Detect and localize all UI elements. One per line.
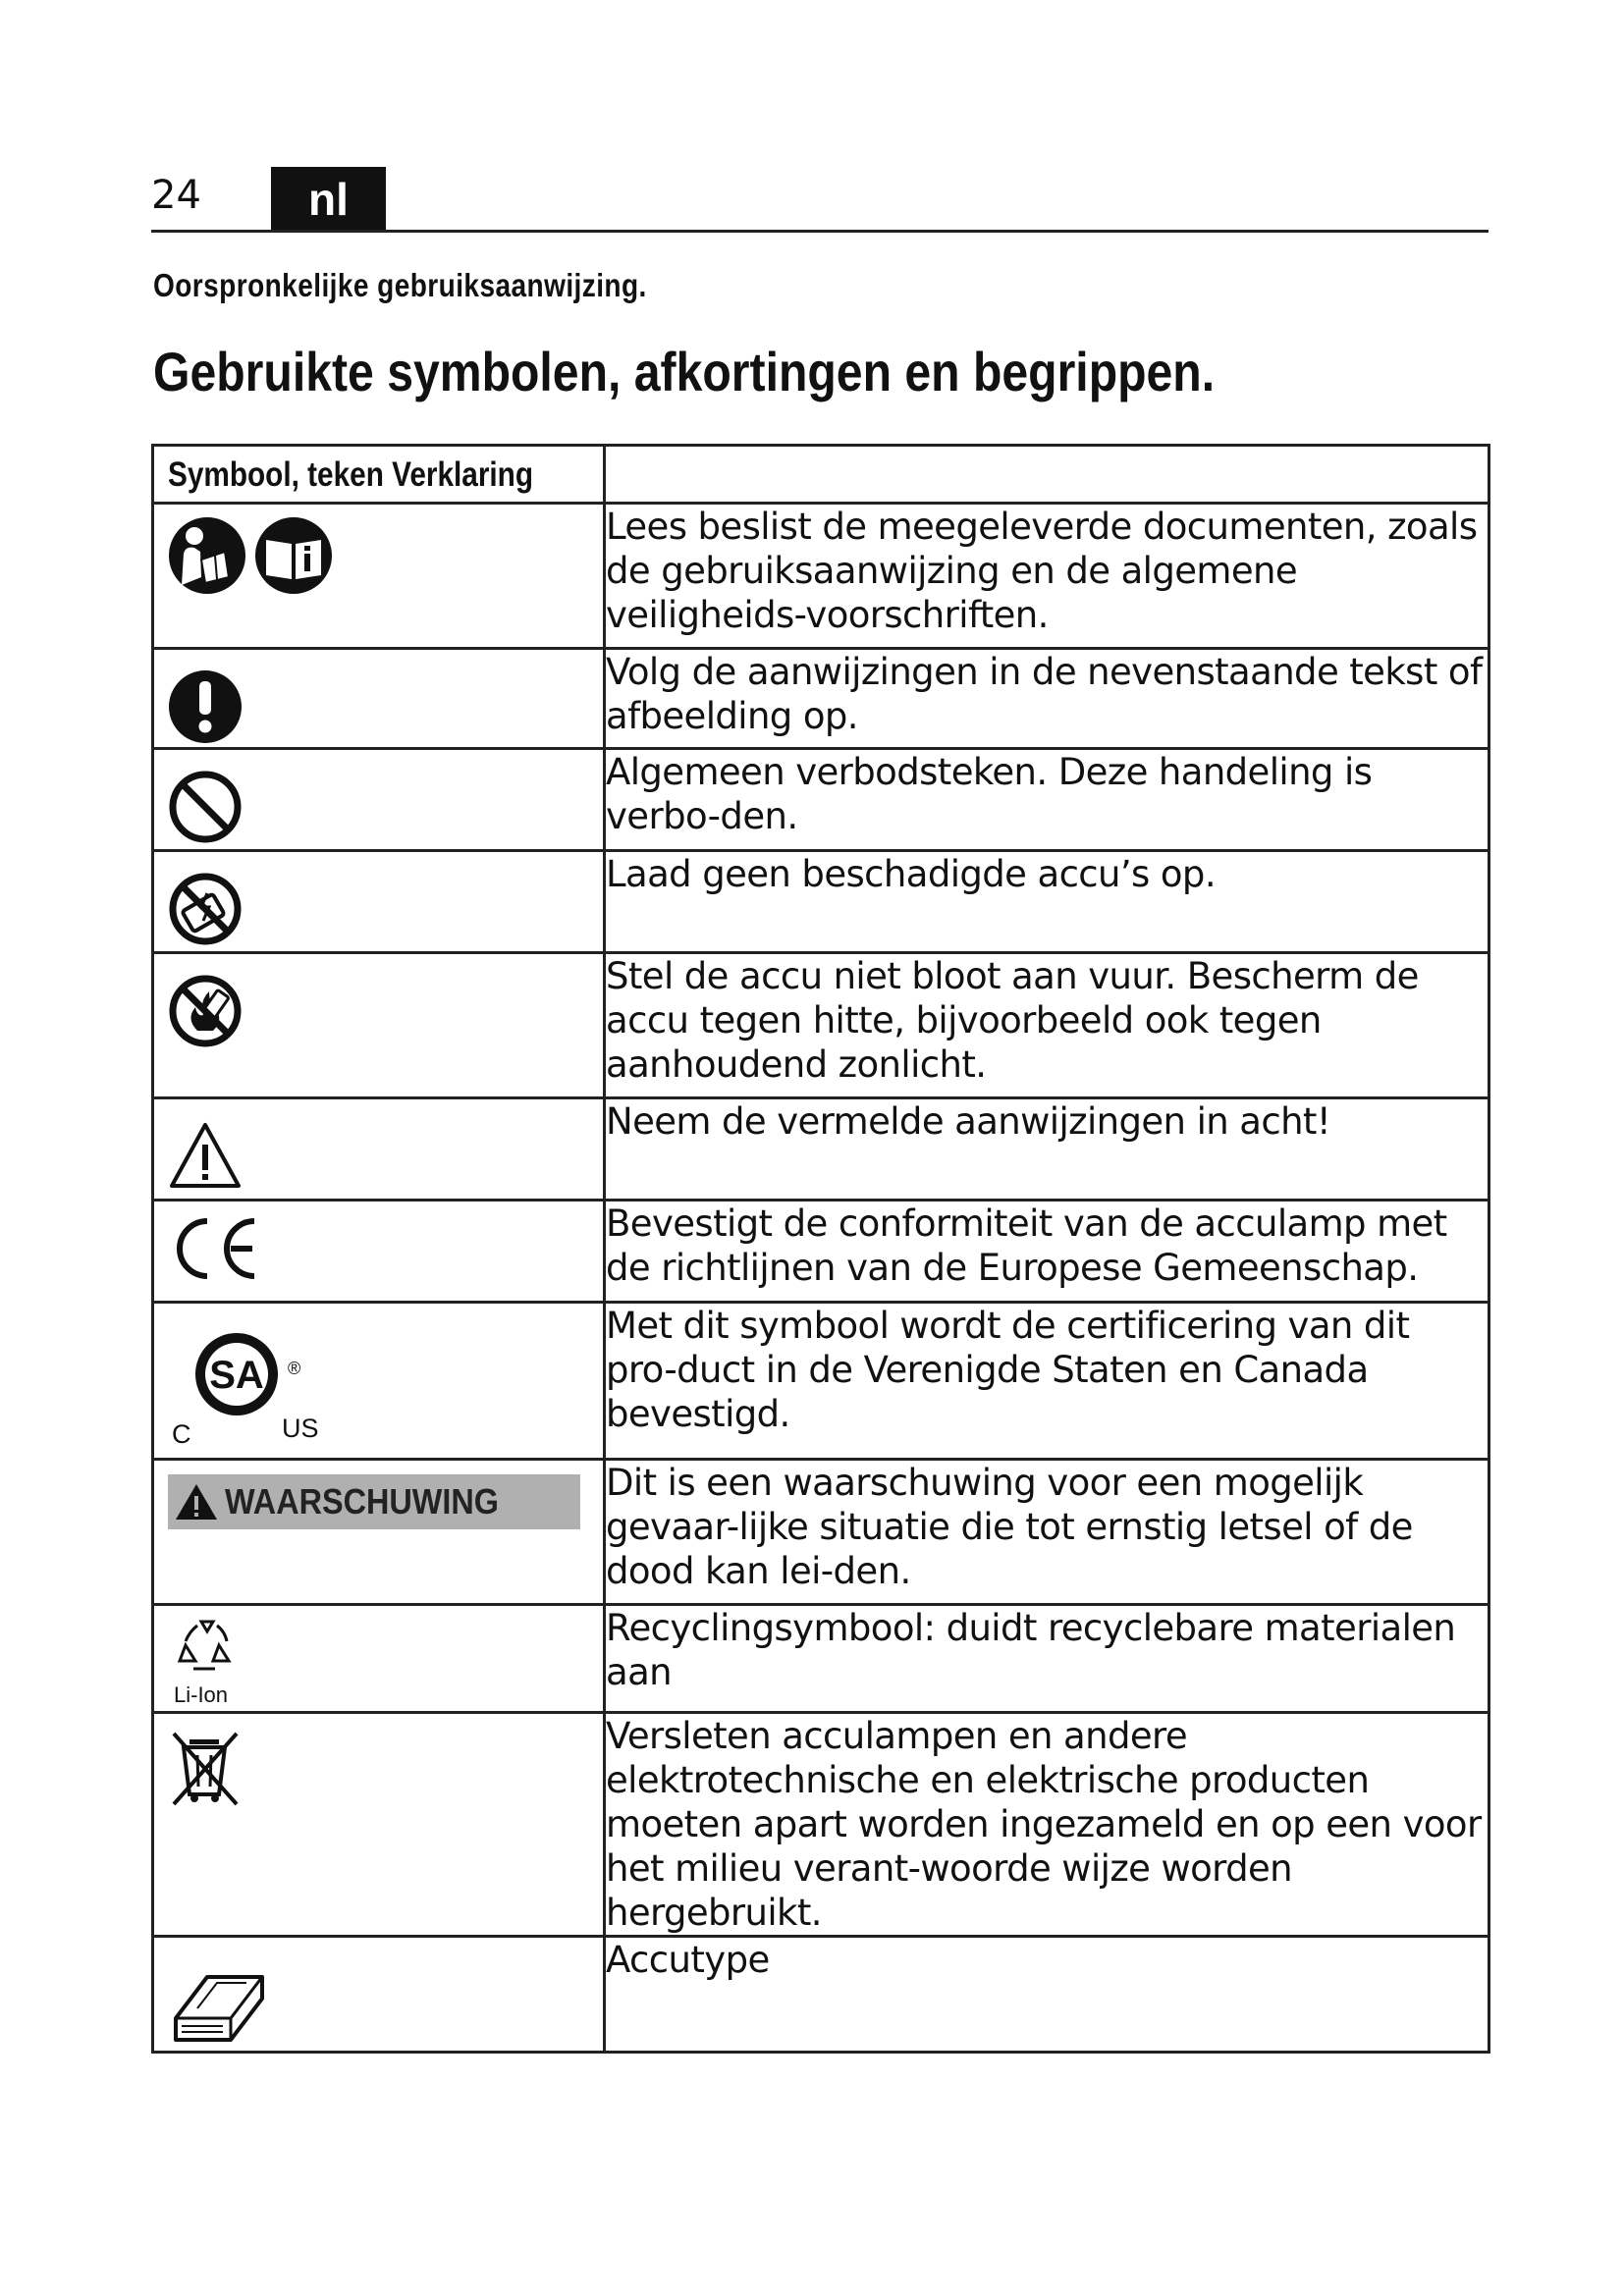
symbol-cell: [153, 1098, 605, 1201]
warning-small-icon: [174, 1482, 219, 1522]
language-badge: nl: [271, 167, 386, 232]
no-fire-battery-icon: [168, 966, 256, 1054]
symbol-cell: [153, 1201, 605, 1303]
table-row: [153, 1605, 1489, 1713]
csa-registered-mark: ®: [288, 1359, 301, 1378]
table-row: [153, 851, 1489, 953]
description-cell: Met dit symbool wordt de certificering van dit pro-duct in de Verenigde Staten en Canada bevestigd.: [605, 1303, 1489, 1460]
description-cell: Neem de vermelde aanwijzingen in acht!: [605, 1098, 1489, 1201]
description-cell: Bevestigt de conformiteit van de acculamp met de richtlijnen van de Europese Gemeenschap.: [605, 1201, 1489, 1303]
page-number: 24: [151, 173, 201, 218]
symbols-table: [151, 444, 1490, 2054]
csa-c-label: C: [172, 1419, 191, 1449]
table-row: [153, 1460, 1489, 1605]
li-ion-label: Li-Ion: [174, 1682, 229, 1707]
symbol-cell: [153, 749, 605, 851]
header-symbol-cell: Symbool, teken Verklaring: [153, 446, 605, 504]
description-cell: Dit is een waarschuwing voor een mogelijk gevaar-lijke situatie die tot ernstig letsel of de dood kan lei-den.: [605, 1460, 1489, 1605]
page-title: Gebruikte symbolen, afkortingen en begrippen.: [153, 341, 1216, 402]
header-rule: [151, 230, 1489, 233]
warning-triangle-icon: [168, 1111, 256, 1200]
table-row: [153, 749, 1489, 851]
table-row: [153, 953, 1489, 1098]
description-cell: Recyclingsymbool: duidt recyclebare materialen aan: [605, 1605, 1489, 1713]
read-manual-icon: [168, 516, 354, 605]
document-subtitle: Oorspronkelijke gebruiksaanwijzing.: [153, 267, 647, 303]
recycling-icon: [172, 1612, 250, 1690]
table-row: [153, 1713, 1489, 1937]
table-row: [153, 1201, 1489, 1303]
warning-label: [168, 1474, 580, 1529]
weee-bin-icon: [168, 1726, 256, 1814]
table-header-row: [153, 446, 1489, 504]
ce-mark-icon: [168, 1213, 266, 1292]
description-cell: Stel de accu niet bloot aan vuur. Bescherm de accu tegen hitte, bijvoorbeeld ook tegen aanhoudend zonlicht.: [605, 953, 1489, 1098]
symbol-cell: [153, 649, 605, 749]
symbol-cell: [153, 953, 605, 1098]
table-row: [153, 1303, 1489, 1460]
table-row: [153, 649, 1489, 749]
header-description-cell: [605, 446, 1489, 504]
description-cell: Accutype: [605, 1937, 1489, 2053]
mandatory-exclamation-icon: [168, 662, 256, 750]
symbol-cell: [153, 1937, 605, 2053]
description-cell: Volg de aanwijzingen in de nevenstaande tekst of afbeelding op.: [605, 649, 1489, 749]
symbol-cell: [153, 1713, 605, 1937]
no-charge-damaged-battery-icon: [168, 864, 256, 952]
symbol-cell: [153, 504, 605, 649]
description-cell: Algemeen verbodsteken. Deze handeling is verbo-den.: [605, 749, 1489, 851]
prohibition-icon: [168, 762, 256, 850]
table-row: [153, 1937, 1489, 2053]
description-cell: Lees beslist de meegeleverde documenten, zoals de gebruiksaanwijzing en de algemene veiligheids-voorschriften.: [605, 504, 1489, 649]
description-cell: Laad geen beschadigde accu’s op.: [605, 851, 1489, 953]
table-row: [153, 504, 1489, 649]
warning-label-text: WAARSCHUWING: [225, 1481, 499, 1522]
svg-text:SA: SA: [209, 1354, 264, 1397]
table-row: [153, 1098, 1489, 1201]
symbol-cell: [153, 851, 605, 953]
csa-us-label: US: [282, 1414, 319, 1443]
description-cell: Versleten acculampen en andere elektrotechnische en elektrische producten moeten apart worden ingezameld en op een voor het milieu verant-woorde wijze worden hergebruikt.: [605, 1713, 1489, 1937]
symbol-cell: [153, 1303, 605, 1460]
symbol-cell: [153, 1460, 605, 1605]
symbol-cell: [153, 1605, 605, 1713]
battery-type-icon: [168, 1949, 276, 2048]
